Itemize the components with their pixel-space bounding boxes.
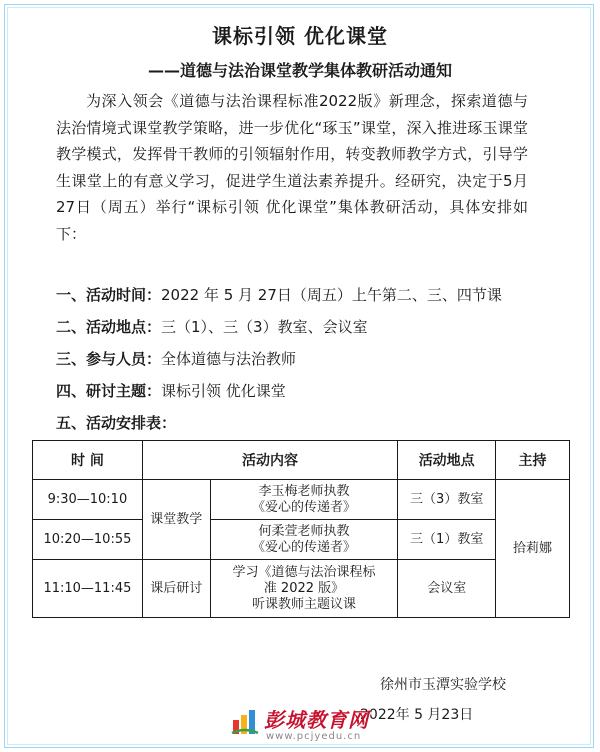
- item-value: 2022 年 5 月 27日（周五）上午第二、三、四节课: [161, 286, 502, 304]
- intro-paragraph: 为深入领会《道德与法治课程标准2022版》新理念，探索道德与法治情境式课堂教学策略，进一步优化“琢玉”课堂，深入推进琢玉课堂教学模式，发挥骨干教师的引领辐射作用，转变教师教学方式，引导学生课堂上的有意义学习，促进学生道法素养提升。经研究，决定于5月27日（周五）举行“课标引领 优化课堂”集体教研活动，具体安排如下：: [56, 92, 528, 243]
- row-time: 9:30—10:10: [33, 480, 143, 520]
- item-value: 课标引领 优化课堂: [161, 382, 286, 400]
- notice-date: 2022年 5 月23日: [360, 707, 474, 723]
- table-header-row: [33, 441, 570, 480]
- row-place: 会议室: [398, 560, 496, 618]
- item-label: 二、活动地点：: [56, 318, 162, 336]
- table-row: [33, 480, 570, 520]
- header-time: 时 间: [33, 441, 143, 480]
- school-name: 徐州市玉潭实验学校: [380, 677, 506, 693]
- watermark-name: 彭城教育网: [264, 708, 369, 732]
- row-content: [210, 480, 398, 520]
- item-value: 三（1）、三（3）教室、会议室: [161, 318, 368, 336]
- content-line: 何柔萱老师执教: [258, 523, 350, 539]
- item-schedule: [56, 412, 176, 433]
- row-content: [210, 520, 398, 560]
- row-content: [210, 560, 398, 618]
- content-line: 《爱心的传递者》: [251, 539, 356, 555]
- host-cell: 拾莉娜: [496, 480, 570, 618]
- watermark-logo: [228, 702, 378, 746]
- notice-body: [56, 88, 528, 247]
- item-value: 全体道德与法治教师: [161, 350, 297, 368]
- content-line: 《爱心的传递者》: [251, 499, 356, 515]
- item-label: 三、参与人员：: [56, 350, 162, 368]
- row-place: 三（3）教室: [398, 480, 496, 520]
- row-time: 10:20—10:55: [33, 520, 143, 560]
- table-row: [33, 520, 570, 560]
- item-label: 五、活动安排表：: [56, 414, 177, 432]
- row-time: 11:10—11:45: [33, 560, 143, 618]
- row-type: 课后研讨: [142, 560, 210, 618]
- item-time: [56, 284, 502, 305]
- notice-title: 课标引领 优化课堂: [212, 24, 388, 48]
- content-line: 学习《道德与法治课程标: [232, 564, 376, 580]
- notice-subtitle: ——道德与法治课堂教学集体教研活动通知: [147, 61, 452, 80]
- item-location: [56, 316, 368, 337]
- item-label: 四、研讨主题：: [56, 382, 162, 400]
- header-place: 活动地点: [398, 441, 496, 480]
- row-place: 三（1）教室: [398, 520, 496, 560]
- header-content: 活动内容: [142, 441, 397, 480]
- table-row: [33, 560, 570, 618]
- header-host: 主持: [496, 441, 570, 480]
- watermark-url: www.pcjyedu.cn: [266, 731, 362, 742]
- schedule-table: [32, 440, 570, 618]
- content-line: 准 2022 版》: [263, 580, 345, 596]
- book-icon: [230, 706, 260, 736]
- content-line: 李玉梅老师执教: [258, 483, 350, 499]
- content-line: 听课教师主题议课: [251, 596, 356, 612]
- item-label: 一、活动时间：: [56, 286, 162, 304]
- item-participants: [56, 348, 296, 369]
- item-theme: [56, 380, 286, 401]
- row-type: 课堂教学: [142, 480, 210, 560]
